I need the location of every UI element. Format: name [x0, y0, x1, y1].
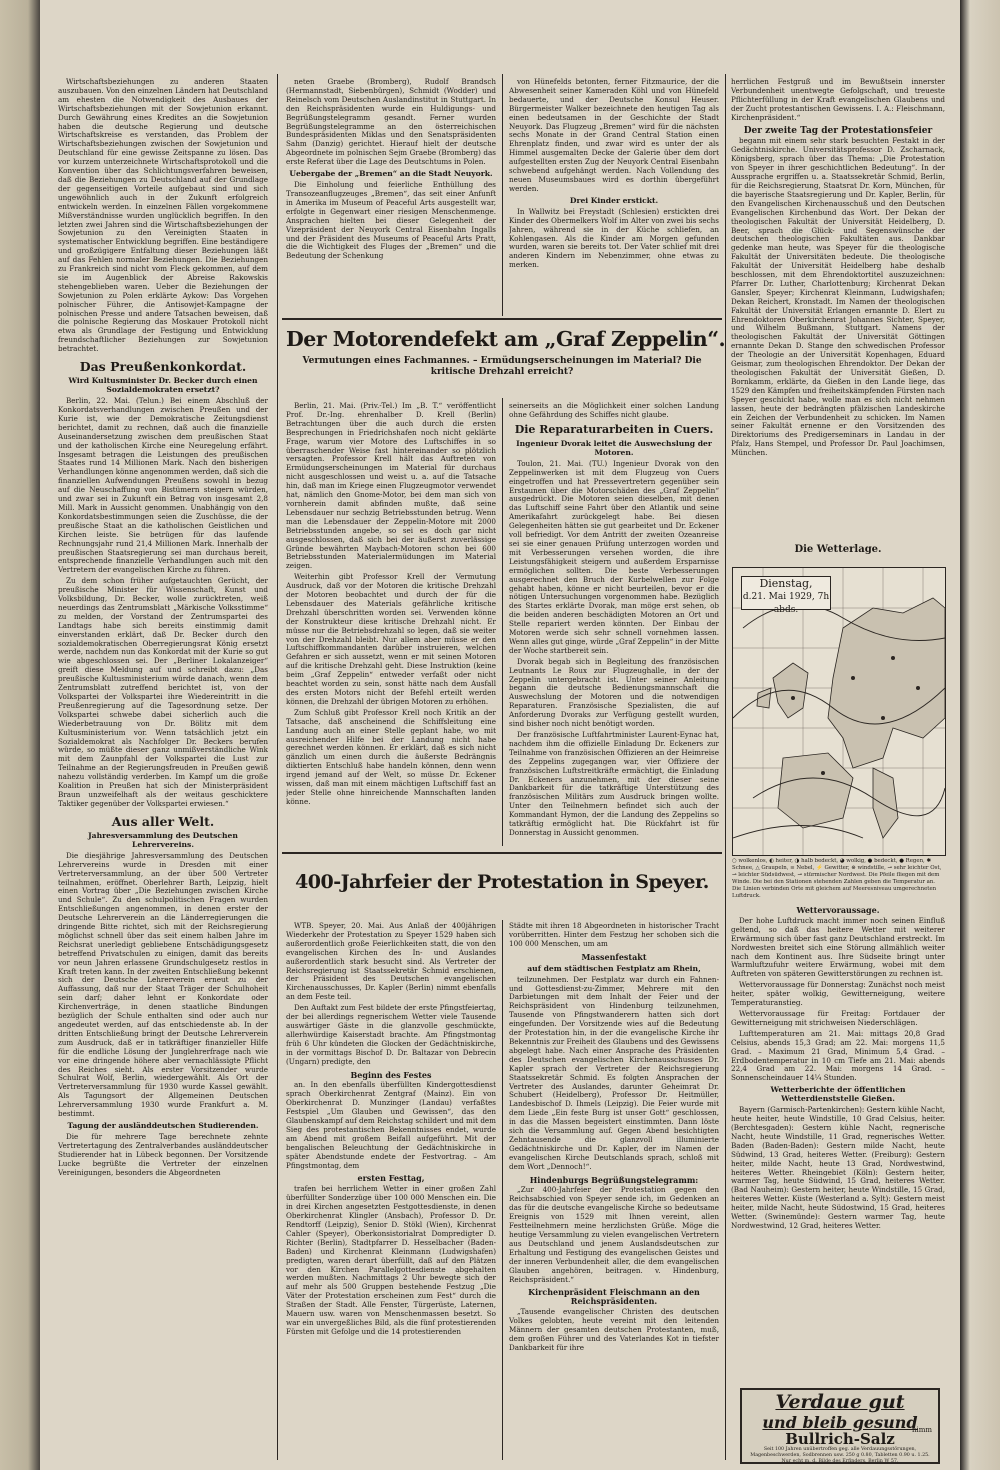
article-text: Lufttemperaturen am 21. Mai: mittags 20,8 Grad Celsius, abends 15,3 Grad; am 22. Mai: morgens 11,5 Grad. – Maximum 21 Grad, Minimum 5,4 Grad. – Erdbodentemperatur in 10 cm Tiefe am 21. Mai: abends 22,4 Grad am 22. Mai: morgens 14 Grad. – Sonnenscheindauer 14¼ Stunden. [731, 1028, 945, 1083]
subheadline: Wird Kultusminister Dr. Becker durch einen Sozialdemokraten ersetzt? [68, 376, 258, 395]
headline-wetterlage: Die Wetterlage. [794, 544, 882, 555]
subheadline: Kirchenpräsident Fleischmann an den Reichspräsidenten. [528, 1287, 700, 1307]
subheadline: Uebergabe der „Bremen“ an die Stadt Neuyork. [289, 169, 493, 179]
article-text: Berlin, 21. Mai. (Priv.-Tel.) Im „B. T.“ veröffentlicht Prof. Dr.-Ing. ehrenhalber D. Krell (Berlin) Betrachtungen über die auch durch die ersten Besprechungen in Friedrichshafen noch nicht geklärte Frage, warum vier Motore des Luftschiffes in so überraschender Weise fast hintereinander so plötzlich versagten. Professor Krell hält das Auftreten von Ermüdungserscheinungen im Material für durchaus nicht ausgeschlossen und weist u. a. auf die Tatsache hin, daß man im Kriege einen Flugzeugmotor verwendet hat, nämlich den Gnome-Motor, bei dem man sich von vornherein damit abfinden mußte, daß seine Lebensdauer nur sechzig Betriebsstunden betrug. Wenn man die Lebensdauer der Zeppelin-Motore mit 2000 Betriebsstunden angebe, so sei es doch gar nicht ausgeschlossen, daß sich bei der äußerst zuverlässige Gründe bewährten Maybach-Motoren schon bei 600 Betriebsstunden Materialermüdungen im Material zeigen. [286, 402, 496, 571]
article-text: Wettervoraussage für Freitag: Fortdauer der Gewitterneigung mit strichweisen Niederschlägen. [731, 1008, 945, 1027]
map-legend: ○ wolkenlos, ◐ heiter, ◑ halb bedeckt, ◕ wolkig, ● bedeckt, ● Regen, ✱ Schnee, △ Graupeln, ≡ Nebel, ⚡ Gewitter, ⊛ windstille, ⊸ sehr leichter Ost, ⊸ leichter Südsüdwest, ⊸ stürmischer Nordwest. Die Pfeile fliegen mit dem Winde. Die bei den Stationen stehenden Zahlen geben die Temperatur an. Die Linien verbinden Orte mit gleichem auf Meeresniveau umgerechneten Luftdruck. [732, 858, 942, 899]
ad-slogan-1: Verdaue gut [775, 1391, 905, 1413]
article-text: trafen bei herrlichem Wetter in einer großen Zahl überfüllter Sonderzüge über 100 000 Menschen ein. Die in drei Kirchen angesetzten Festgottesdienste, in denen Oberkirchenrat Klingler (Ansbach), Professor D. Dr. Rendtorff (Leipzig), Senior D. Stökl (Wien), Kirchenrat Cahler (Speyer), Oberkonsistorialrat Dompredigter D. Richter (Berlin), Stadtpfarrer D. Hesselbacher (Baden-Baden) und Kirchenrat Kleinmann (Ludwigshafen) predigten, waren derart überfüllt, daß auf den Plätzen vor den Kirchen Parallelgottesdienste abgehalten werden mußten. Nachmittags 2 Uhr bewegte sich der auf mehr als 500 Gruppen bestehende Festzug „Die Väter der Protestation erscheinen zum Fest“ durch die Straßen der Stadt. Alle Fenster, Türgerüste, Laternen, Mauern usw. waren von Menschenmassen besetzt. So war ein unvergeßliches Bild, als die fünf protestierenden Fürsten mit Gefolge und die 14 protestierenden [286, 1184, 496, 1336]
subheadline: auf dem städtischen Festplatz am Rhein, [527, 963, 701, 973]
column-rule [502, 74, 503, 316]
subheadline: Ingenieur Dvorak leitet die Auswechslung der Motoren. [516, 438, 712, 457]
headline-preussenkonkordat: Das Preußenkonkordat. [79, 359, 247, 375]
subheadline: Tagung der ausländdeutschen Studierenden. [67, 1120, 259, 1130]
column-4-top [731, 78, 945, 528]
article-text: herrlichen Festgruß und im Bewußtsein innerster Verbundenheit unentwegte Gefolgschaft, und treueste Pflichterfüllung in der Kraft evangelischen Glaubens und der Zucht protestantischen Gewissens. I. A.: Fleischmann, Kirchenpräsident.“ [731, 78, 945, 122]
subheadline: Massenfestakt [581, 951, 647, 962]
article-text: Zum Schluß gibt Professor Krell noch Kritik an der Tatsache, daß anscheinend die Schiffsleitung eine Landung auch an einer Stelle geplant habe, wo mit ausreichender Hilfe bei der Landung nicht habe gerechnet werden können. Er erklärt, daß es sich nicht gänzlich um einen durch die äußerste Bedrängnis diktierten Entschluß habe handeln können, denn wenn irgend jemand auf der Welt, so müsse Dr. Eckener wissen, daß man mit einem mächtigen Luftschiff fast an jeder Stelle ohne hinreichende Mannschaften landen könne. [286, 707, 496, 806]
ad-nimm: nimm [911, 1426, 932, 1434]
article-text: Toulon, 21. Mai. (TU.) Ingenieur Dvorak von den Zeppelinwerken ist mit dem Flugzeug von Cuers eingetroffen und hat Pressevertretern gegenüber sein Erstaunen über die Motorschäden des „Graf Zeppelin“ ausgedrückt. Die Motoren seien dieselben, mit denen das Luftschiff seine Fahrt über den Atlantik und seine Amerikafahrt zurückgelegt habe. Bei diesen Gelegenheiten hätten sie gut gearbeitet und Dr. Eckener voll befriedigt. Vor dem Antritt der zweiten Ozeanreise sei sie einer genauen Prüfung unterzogen worden und mit Verbesserungen versehen worden, die ihre Leistungsfähigkeit steigern und außerdem Ersparnisse ermöglichen sollten. Die beste Verbesserungen ausgerechnet den Bruch der Kurbelwellen zur Folge gehabt haben, könne er nicht beurteilen, bevor er die nötigen Untersuchungen vorgenommen habe. Bezüglich des Startes erklärte Dvorak, man möge erst sehen, ob die beiden anderen beschädigten Motoren an Ort und Stelle repariert werden könnten. Der Einbau der Motoren werde sich sehr schnell vornehmen lassen. Wenn alles gut ginge, würde „Graf Zeppelin“ in der Mitte der Woche startbereit sein. [509, 458, 719, 655]
ad-small-print: Seit 100 Jahren unübertroffen geg. alle Verdauungsstörungen, Magenbeschwerden, Sodbrennen usw. 250 g 0.80, Tabletten 0.90 u. 1.25. Nur echt m. d. Bilde des Erfinders, Berlin W 57. [750, 1447, 930, 1464]
column-rule [502, 920, 503, 1460]
article-text: begann mit einem sehr stark besuchten Festakt in der Gedächtniskirche. Universitätsprofessor D. Zscharnack, Königsberg, sprach über das Thema: „Die Protestation von Speyer in ihrer geschichtlichen Bedeutung“. In der Aussprache ergriffen u. a. Staatssekretär Schmid, Berlin, für die Reichsregierung, Staatsrat Dr. Korn, München, für die bayerische Staatsregierung und Dr. Kapler, Berlin, für den Evangelischen Kirchenausschuß und den Deutschen Evangelischen Kirchenbund das Wort. Der Dekan der theologischen Fakultät der Universität Heidelberg, D. Beer, sprach die Glück- und Segenswünsche der deutschen theologischen Fakultäten aus. Dankbar gedenke man heute, was Speyer für die theologische Fakultät der Universitäten bedeute. Die theologische Fakultät der Universität Heidelberg habe deshalb beschlossen, mit dem Ehrendoktortitel auszuzeichnen: Pfarrer Dr. Luther, Charlottenburg; Kirchenrat Dekan Gansler, Speyer; Kirchenrat Kleinmann, Ludwigshafen; Dekan Reichert, Kronstadt. Im Namen der theologischen Fakultät der Universität Erlangen ernannte D. Elert zu Ehrendoktoren Oberkirchenrat Johannes Sichter, Speyer, und Wilhelm Bußmann, Stuttgart. Namens der theologischen Fakultät der Universität Göttingen ernannte Dekan D. Stange den schwedischen Professor der Theologie an der Universität Kopenhagen, Eduard Geismar, zum theologischen Ehrendoktor. Der Dekan der theologischen Fakultät der Universität Gießen, D. Bornkamm, erklärte, da Gießen in den Lande liege, das 1529 den Kämpfen und freiheitskämpfenden Fürsten nach Speyer geschickt habe, wolle man es sich nicht nehmen lassen, heute der bedrängten pfälzischen Landeskirche ein Zeichen der Verbundenheit zu schicken. Im Namen seiner Fakultät ernenne er den Vorsitzenden des Direktoriums des Predigerseminars in Landau in der Pfalz, Hans Stempel, und Professor Dr. Paul Joachimsen, München. [731, 136, 945, 458]
article-text: Den Auftakt zum Fest bildete der erste Pfingstfeiertag, der bei allerdings regnerischem Wetter viele Tausende auswärtiger Gäste in die glanzvolle geschmückte, allerhwürdige Kaiserstadt brachte. Am Pfingstmontag früh 6 Uhr kündeten die Glocken der Gedächtniskirche, in der vormittags Bischof D. Dr. Baltazar von Debrecin (Ungarn) predigte, den [286, 1003, 496, 1066]
subheadline: Beginn des Festes [350, 1069, 432, 1080]
column-1 [58, 78, 268, 1448]
book-binding-right [960, 0, 1000, 1470]
map-date-time: d.21. Mai 1929, 7h abds. [742, 592, 830, 615]
newspaper-page [40, 0, 960, 1470]
headline-cuers: Die Reparaturarbeiten in Cuers. [514, 422, 714, 436]
headline-zweiter-tag: Der zweite Tag der Protestationsfeier [743, 125, 933, 136]
article-text: teilzunehmen. Der Festplatz war durch ein Fahnen- und Gottesdienst-zu-Zimmer, Mehrere mit den Darbietungen mit dem Inhalt der Feier und der Reichspräsident von Hindenburg teilzunehmen, Tausende von Pfingstwanderern hatten sich dort eingefunden. Der Vorsitzende wies auf die Bedeutung der Protestation hin, in der die evangelische Kirche ihr Bekenntnis zur Freiheit des Glaubens und des Gewissens abgelegt habe. Nach einer Ansprache des Präsidenten des Deutschen evangelischen Kirchenausschusses Dr. Kapler sprach der Vertreter der Reichsregierung Staatssekretär Schmid. Es folgten Ansprachen der Vertreter des Auslandes, darunter Geheimrat Dr. Schubert (Heidelberg), Professor Dr. Heitmüller, Landesbischof D. Ihmels (Leipzig). Die Feier wurde mit dem Liede „Ein feste Burg ist unser Gott“ geschlossen, in das die Massen begeistert einstimmten. Dann löste sich die Versammlung auf. Gegen Abend besichtigten Zehntausende die glanzvoll illuminierte Gedächtniskirche und Dr. Kapler, der im Namen der evangelischen Kirche Deutschlands sprach, schloß mit dem Wort „Dennoch!“. [509, 974, 719, 1171]
article-text: Wirtschaftsbeziehungen zu anderen Staaten auszubauen. Von den einzelnen Ländern hat Deutschland am ehesten die Notwendigkeit des Ausbaues der Wirtschaftsbeziehungen mit der Sowjetunion erkannt. Durch Gewährung eines Kredites an die Sowjetunion haben die deutsche Regierung und deutsche Wirtschaftskreise es verstanden, das Problem der Wirtschaftsbeziehungen zwischen der Sowjetunion und Deutschland für eine gewisse Zeitspanne zu lösen. Das vor kurzem unterzeichnete Wirtschaftsprotokoll und die Konvention über das Schlichtungsverfahren beweisen, daß die Beziehungen zu Deutschland auf der Grundlage der gegenseitigen Vorteile aufgebaut sind und sich ungewöhnlich auch in der Zukunft erfolgreich entwickeln werden. In einzelnen Fällen vorgekommene Mißverständnisse wurden unglücklich begriffen. In den letzten zwei Jahren sind die Wirtschaftsbeziehungen der Sowjetunion zu den Vereinigten Staaten in systematischer Entwicklung begriffen. Eine beständigere und großzügigere Entfaltung dieser Beziehungen läßt auf das Fehlen normaler Beziehungen. Die Beziehungen zu Frankreich sind nicht vom Fleck gekommen, auf dem sie im Augenblick der Abreise Rakowskis stehengeblieben waren. Ueber die Beziehungen der Sowjetunion zu Polen erklärte Aykow: Das Vorgehen polnischer Führer, die Antisowjet-Kampagne der polnischen Presse und andere Tatsachen beweisen, daß die polnische Regierung das Moskauer Protokoll nicht etwa als Grundlage der Festigung und Entwicklung freundschaftlicher Beziehungen zur Sowjetunion betrachtet. [58, 78, 268, 354]
headline-wettervoraussage: Wettervoraussage. [796, 905, 880, 915]
column-rule [725, 74, 726, 1460]
column-rule [277, 74, 278, 1460]
headline-rule [282, 852, 722, 854]
headline-zeppelin: Der Motorendefekt am „Graf Zeppelin“. [286, 327, 726, 351]
book-binding-left [0, 0, 40, 1470]
article-text: Weiterhin gibt Professor Krell der Vermutung Ausdruck, daß vor der Motoren die kritische Drehzahl der Motoren beobachtet und durch der für die Lebensdauer des Materials gefährliche kritische Drehzahl überschritten worden sei. Verwenden könne der Konstrukteur diese kritische Drehzahl nicht. Er müsse nur die Betriebsdrehzahl so legen, daß sie weiter von der Drehzahl bleibt. Nur allem aber müsse er den Luftschiffkommandanten darüber instruieren, welchen Gefahren er sich aussetzt, wenn er mit seinen Motoren auf die kritische Drehzahl geht. Diese Instruktion (keine beim „Graf Zeppelin“ entweder verfaßt oder nicht beachtet worden zu sein, sonst hätte nach dem Ausfall des ersten Motors nicht der Befehl erteilt werden können, die Drehzahl der übrigen Motoren zu erhöhen. [286, 572, 496, 706]
article-text: neten Graebe (Bromberg), Rudolf Brandsch (Hermannstadt, Siebenbürgen), Schmidt (Wodder) und Reinelsch vom Deutschen Auslandinstitut in Stuttgart. In den Reichspräsidenten wurde ein Huldigungs- und Begrüßungstelegramm gesandt. Ferner wurden Begrüßungstelegramme an den österreichischen Bundespräsidenten Miklas und den Senatspräsidenten Sahm (Danzig) gerichtet. Hierauf hielt der deutsche Abgeordnete im polnischen Sejm Graebe (Bromberg) das erste Referat über die Lage des Deutschtums in Polen. [286, 78, 496, 167]
headline-rule [282, 318, 722, 320]
article-text: „Zur 400-Jahrfeier der Protestation gegen den Reichsabschied von Speyer sende ich, im Gedenken an das für die deutsche evangelische Kirche so bedeutsame Ereignis von 1529 mit Ihnen vereint, allen Festteilnehmern meine herzlichsten Grüße. Möge die heutige Versammlung zu vielen evangelischen Vertretern aus Deutschland und jenem Auslandsdeutschen zur Erhaltung und Festigung des evangelischen Geistes und der inneren Verbundenheit aller, die dem evangelischen Glauben angehören, beitragen. v. Hindenburg, Reichspräsident.“ [509, 1185, 719, 1284]
article-text: an. In den ebenfalls überfüllten Kindergottesdienst sprach Oberkirchenrat Zentgraf (Mainz). Ein von Oberkirchenrat D. Munzinger (Landau) verfaßtes Festspiel „Um Glauben und Gewissen“, das den Glaubenskampf auf dem Reichstag schildert und mit dem Sieg des protestantischen Bekenntnisses endet, wurde am Abend mit großem Beifall aufgeführt. Mit der bengalischen Beleuchtung der Gedächtniskirche in später Abendstunde endete der Festvortrag. – Am Pfingstmontag, dem [286, 1080, 496, 1170]
article-text: In Wallwitz bei Freystadt (Schlesien) erstickten drei Kinder des Obermelkers Wolf im Alter von zwei bis sechs Jahren, während sie in der Küche schliefen, an Kohlengasen. Als die Kinder am Morgen gefunden wurden, waren sie bereits tot. Der Vater schlief mit drei anderen Kindern im Nebenzimmer, ohne etwas zu merken. [509, 206, 719, 270]
article-text: von Hünefelds betonten, ferner Fitzmaurice, der die Abwesenheit seiner Kameraden Köhl und von Hünefeld bedauerte, und der Deutsche Konsul Heuser. Bürgermeister Walker bezeichnete den heutigen Tag als einen bedeutsamen in der Geschichte der Stadt Neuyork. Das Flugzeug „Bremen“ wird für die nächsten sechs Monate in der Grand Central Station einen Ehrenplatz finden, und zwar wird es unter der als Himmel ausgemalten Decke der Galerie über dem dort aufgestellten ersten Zug der Neuyork Central Eisenbahn schwebend aufgehängt werden. Nach Vollendung des neuen Museumsbaues wird es dorthin übergeführt werden. [509, 78, 719, 193]
article-text: Die diesjährige Jahresversammlung des Deutschen Lehrervereins wurde in Dresden mit einer Vertreterversammlung, an der über 500 Vertreter teilnahmen, eröffnet. Oberlehrer Barth, Leipzig, hielt einen Vortrag über „Die Beziehungen zwischen Kirche und Schule“. Zu den schulpolitischen Fragen wurden Entschließungen angenommen, in denen erster der Deutsche Lehrerverein an die Länderregierungen die dringende Bitte richtet, sich mit der Reichsregierung möglichst schnell über das seit einem halben Jahre im Reichsrat unerledigt gebliebene Entschädigungsgesetz betreffend Privatschulen zu einigen, damit das bereits vor neun Jahren erlassene Grundschulgesetz restlos in Kraft treten kann. In der zweiten Entschließung bekennt sich der Deutsche Lehrerverein erneut zu der Auffassung, daß nur der Staat Träger der Schulhoheit sein darf; daher lehnt er Konkordate oder Kirchenverträge, in denen staatliche Bindungen bezüglich der Schule enthalten sind oder auch nur angedeutet werden, auf das entschiedenste ab. In der dritten Entschließung bringt der Deutsche Lehrerverein zum Ausdruck, daß er in tatkräftiger finanzieller Hilfe für die endliche Lösung der Junglehrerfrage nach wie vor eine dringende höhere aber vernachlässigte Pflicht des Reiches sieht. Als erster Vorsitzender wurde Schulrat Wolf, Berlin, wiedergewählt. Als Ort der Vertreterversammlung für 1930 wurde Kassel gewählt. Als Tagungsort der Allgemeinen Deutschen Lehrerversammlung 1930 wurde Frankfurt a. M. bestimmt. [58, 850, 268, 1119]
subheadline-zeppelin: Vermutungen eines Fachmannes. – Ermüdungserscheinungen im Material? Die kritische Drehzahl erreicht? [302, 356, 702, 377]
headline-speyer: 400-Jahrfeier der Protestation in Speyer. [295, 871, 709, 893]
weather-map [732, 567, 946, 856]
article-text: Dvorak begab sich in Begleitung des französischen Leutnants Le Roux zur Flugzeughalle, in der der Zeppelin untergebracht ist. Unter seiner Anleitung begann die deutsche Bedienungsmannschaft die Auswechslung der Motoren und die notwendigen Reparaturen. Französische Spezialisten, die auf Anforderung Dvoraks zur Verfügung gestellt wurden, sind bisher noch nicht benötigt worden. [509, 656, 719, 729]
headline-aus-aller-welt: Aus aller Welt. [111, 813, 215, 829]
article-text: Bayern (Garmisch-Partenkirchen): Gestern kühle Nacht, heute heiter, heute Windstille, 10 Grad Celsius, heiter. (Berchtesgaden): Gestern kühle Nacht, regnerische Nacht, heute Windstille, 11 Grad, regnerisches Wetter. Baden (Baden-Baden): Gestern milde Nacht, heute Südwind, 13 Grad, heiteres Wetter. (Freiburg): Gestern heiter, milde Nacht, heute 13 Grad, Nordwestwind, heiteres Wetter. Rheingebiet (Köln): Gestern heiter, warmer Tag, heute Südwind, 15 Grad, heiteres Wetter. (Bad Nauheim): Gestern heiter, heute Windstille, 15 Grad, heiteres Wetter. Küste (Westerland a. Sylt): Gestern meist heiter, milde Nacht, heute Südostwind, 15 Grad, heiteres Wetter. (Swinemünde): Gestern warmer Tag, heute Nordwestwind, 12 Grad, heiteres Wetter. [731, 1105, 945, 1230]
subheadline: Drei Kinder erstickt. [569, 195, 659, 205]
subheadline: Wetterberichte der öffentlichen Wetterdienststelle Gießen. [770, 1085, 906, 1104]
article-text: Zu dem schon früher aufgetauchten Gerücht, der preußische Minister für Wissenschaft, Kunst und Volksbildung, Dr. Becker, wolle zurücktreten, weiß neuerdings das Zentrumsblatt „Märkische Volksstimme“ zu melden, der Vorstand der Zentrumspartei des Landtags habe sich bereits einstimmig damit einverstanden erklärt, daß Dr. Becker durch den sozialdemokratischen Oberregierungsrat König ersetzt werde, nachdem nun das Konkordat mit der Kurie so gut wie abgeschlossen sei. Der „Berliner Lokalanzeiger“ greift diese Meldung auf und schreibt dazu: „Das preußische Kultusministerium würde danach, wenn dem Zentrumsblatt zutreffend berichtet ist, von der Volkspartei der Volkspartei ihre Wiedereintritt in die Preußenregierung auf die Tagesordnung setze. Der Volkspartei schwebe dabei sicherlich auch die Wiederbetrauung von Dr. Bölitz mit dem Kultusministerium vor. Wenn tatsächlich jetzt ein Sozialdemokrat als Nachfolger Dr. Beckers berufen würde, so müßte dieser ganz unmißverständliche Wink mit dem Zaunpfahl der Volkspartei die Lust zur Teilnahme an der Regierungsfreuden in Preußen gewiß nahezu vollständig verderben. Im Kampf um die große Koalition in Preußen hat sich der Ministerpräsident Braun unzweifelhaft als der weitaus geschicktere Taktiker gegenüber der Volkspartei erwiesen.“ [58, 576, 268, 808]
article-text: Städte mit ihren 18 Abgeordneten in historischer Tracht vorüberritten. Hinter dem Festzug her schoben sich die 100 000 Menschen, um am [509, 922, 719, 948]
column-rule [502, 398, 503, 846]
column-2-top [286, 78, 496, 314]
speyer-column-left [286, 922, 496, 1458]
article-text: Berlin, 22. Mai. (Telun.) Bei einem Abschluß der Konkordatsverhandlungen zwischen Preußen und der Kurie ist, wie der Demokratische Zeitungsdienst berichtet, damit zu rechnen, daß auch die finanzielle Auseinandersetzung zwischen dem preußischen Staat und der katholischen Kirche eine Neuregelung erfährt. Insgesamt betragen die Leistungen des preußischen Staates rund 14 Millionen Mark. Nach den bisherigen Verhandlungen könne angenommen werden, daß sich die finanziellen Aufwendungen Preußens sowohl in bezug auf die Neuschaffung von Bistümern steigern würden, und zwar sei in Zukunft ein Betrag von insgesamt 2,8 Mill. Mark in Aussicht genommen. Unabhängig von den Konkordatsbestimmungen seien die Zuschüsse, die der preußische Staat an die katholischen Geistlichen und Kirchen leiste. Sie betrügen für das laufende Rechnungsjahr rund 21,4 Millionen Mark. Innerhalb der preußischen Staatsregierung sei man durchaus bereit, entsprechende finanzielle Verhandlungen auch mit den Vertretern der evangelischen Kirche zu führen. [58, 396, 268, 575]
zeppelin-column-right [509, 402, 719, 848]
article-text: WTB. Speyer, 20. Mai. Aus Anlaß der 400jährigen Wiederkehr der Protestation zu Speyer 1529 haben sich außerordentlich große Feierlichkeiten statt, die von den evangelischen Kirchen des In- und Auslandes außerordentlich stark besucht sind. Als Vertreter der Reichsregierung ist Staatssekretär Schmid erschienen, der Präsident des Deutschen evangelischen Kirchenausschusses, Dr. Kapler (Berlin) nimmt ebenfalls an dem Feste teil. [286, 922, 496, 1002]
article-text: Wettervoraussage für Donnerstag: Zunächst noch meist heiter, später wolkig, Gewitterneigung, weitere Temperaturanstieg. [731, 980, 945, 1008]
article-text: Der französische Luftfahrtminister Laurent-Eynac hat, nachdem ihm die offizielle Einladung Dr. Eckeners zur Teilnahme von französischen Offizieren an der Heimreise des Zeppelins zugegangen war, vier Offiziere der französischen Luftstreitkräfte ermächtigt, die Einladung Dr. Eckeners anzunehmen, mit der dieser seine Dankbarkeit für die tatkräftige Unterstützung des französischen Militärs zum Ausdruck bringen wollte. Unter den Teilnehmern befindet sich auch der Kommandant Hymon, der die Landung des Zeppelins so tatkräftig ermöglicht hat. Die Rückfahrt ist für Donnerstag in Aussicht genommen. [509, 730, 719, 837]
article-text: Die Einholung und feierliche Enthüllung des Transozeanflugzeuges „Bremen“, das seit einer Anfunft in Amerika im Museum of Peaceful Arts ausgestellt war, erfolgte in Gegenwart einer riesigen Menschenmenge. Ansprachen hielten bei dieser Gelegenheit der Vizepräsident der Neuyork Central Eisenbahn Ingalls und der Präsident des Museums of Peaceful Arts Pratt, die die Wichtigkeit des Fluges der „Bremen“ und die Bedeutung der Schenkung [286, 180, 496, 261]
subheadline: ersten Festtag, [357, 1173, 425, 1184]
map-date: Dienstag, [759, 577, 813, 590]
ad-brand: Bullrich-Salz [785, 1430, 895, 1448]
article-text: „Tausende evangelischer Christen des deutschen Volkes gelobten, heute vereint mit den leitenden Männern der gesamten deutschen Protestanten, muß, dem großen Führer und des Vaterlandes Kot in tiefster Dankbarkeit für ihre [509, 1307, 719, 1352]
bullrich-salz-ad [740, 1388, 940, 1464]
article-text: Der hohe Luftdruck macht immer noch seinen Einfluß geltend, so daß das heitere Wetter mit weiterer Erwärmung sich über fast ganz Deutschland erstreckt. Im Nordwesten breitet sich eine Störung allmählich weiter nach dem Kontinent aus. Ihre Südseite bringt unter Warmluftzufuhr weitere Erwärmung, wobei mit dem Auftreten von späteren Gewitterstörungen zu rechnen ist. [731, 915, 945, 979]
article-text: seinerseits an die Möglichkeit einer solchen Landung ohne Gefährdung des Schiffes nicht glaube. [509, 402, 719, 419]
speyer-column-right [509, 922, 719, 1458]
ad-slogan-2: und bleib gesund [762, 1413, 918, 1432]
article-text: Die für mehrere Tage berechnete zehnte Vertretertagung des Zentralverbandes ausländdeutscher Studierender hat in Lübeck begonnen. Der Vorsitzende Lucke begrüßte die Vertreter der einzelnen Vereinigungen, besonders die Abgeordneten [58, 1131, 268, 1177]
zeppelin-column-left [286, 402, 496, 848]
subheadline: Hindenburgs Begrüßungstelegramm: [529, 1174, 699, 1185]
subheadline: Jahresversammlung des Deutschen Lehrervereins. [88, 830, 238, 849]
map-date-box [741, 576, 831, 615]
column-3-top [509, 78, 719, 314]
weather-forecast [731, 902, 945, 1382]
